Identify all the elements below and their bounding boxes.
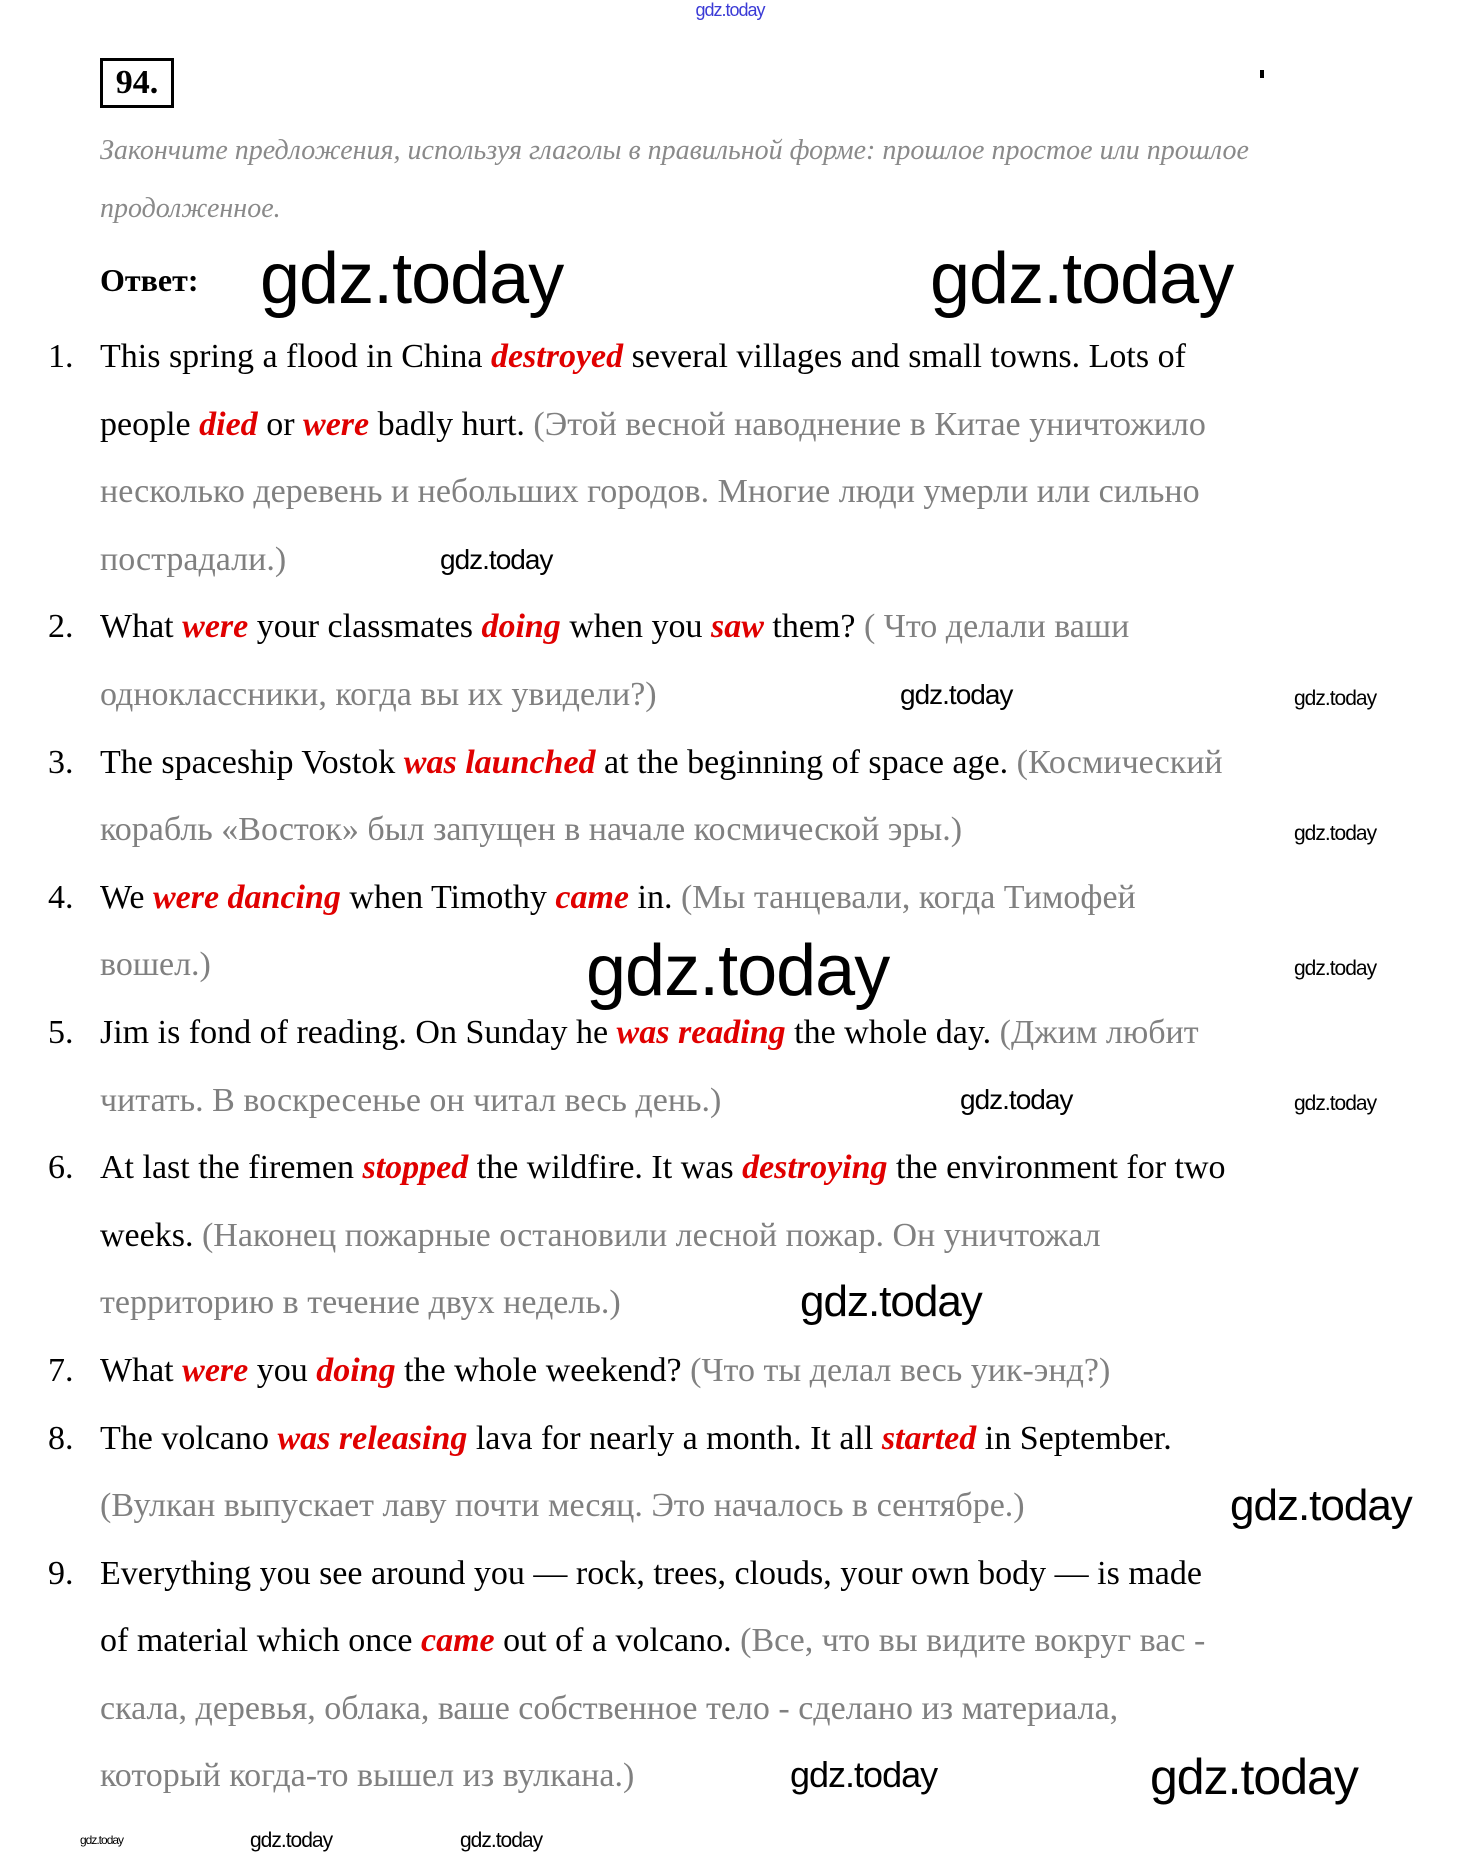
translation-text: территорию в течение двух недель.) — [100, 1284, 621, 1322]
watermark: gdz.today — [960, 1084, 1073, 1115]
item-line — [0, 391, 1460, 459]
translation-text: (Джим любит — [999, 1013, 1199, 1051]
item-line — [0, 729, 1460, 797]
sentence-text: out of a volcano. — [494, 1622, 741, 1660]
sentence-text: your classmates — [248, 608, 482, 646]
translation-text: пострадали.) — [100, 540, 287, 578]
answer-verb: came — [555, 878, 630, 916]
sentence-text: you — [248, 1351, 317, 1389]
sentence-text: Everything you see around you — rock, trees, clouds, your own body — is made — [100, 1554, 1202, 1592]
sentence-text: We — [100, 878, 153, 916]
answer-verb: was launched — [403, 743, 596, 781]
translation-text: (Космический — [1016, 743, 1223, 781]
answer-verb: were — [182, 1351, 249, 1389]
translation-text: ( Что делали ваши — [863, 608, 1130, 646]
answer-verb: came — [420, 1622, 495, 1660]
answer-verb: doing — [316, 1351, 396, 1389]
sentence-text: several villages and small towns. Lots of — [623, 338, 1186, 375]
sentence-text: the whole weekend? — [395, 1351, 691, 1389]
sentence-text: in September. — [976, 1419, 1172, 1457]
translation-text: (Этой весной наводнение в Китае уничтожило — [533, 405, 1206, 443]
item-line — [0, 1607, 1460, 1675]
sentence-text: The volcano — [100, 1419, 278, 1457]
item-line — [0, 661, 1460, 729]
answer-list — [0, 323, 1460, 1810]
item-line — [0, 1540, 1460, 1608]
item-number: 1. — [48, 338, 74, 375]
list-item — [0, 1337, 1460, 1405]
exercise-instruction: Закончите предложения, используя глаголы в правильной форме: прошлое простое или прошлое продолженное. — [100, 135, 1249, 224]
item-number: 4. — [48, 878, 74, 916]
sentence-text: lava for nearly a month. It all — [467, 1419, 882, 1457]
answer-verb: doing — [481, 608, 561, 646]
translation-text: несколько деревень и небольших городов. Многие люди умерли или сильно — [100, 473, 1200, 511]
answer-verb: destroyed — [490, 338, 624, 375]
sentence-text: people — [100, 405, 200, 443]
sentence-text: of material which once — [100, 1622, 421, 1660]
list-item — [0, 323, 1460, 593]
watermark: gdz.today — [1294, 1092, 1377, 1115]
item-line — [0, 1134, 1460, 1202]
sentence-text: the wildfire. It was — [468, 1149, 743, 1187]
sentence-text: What — [100, 608, 183, 646]
translation-text: скала, деревья, облака, ваше собственное тело - сделано из материала, — [100, 1689, 1119, 1727]
translation-text: одноклассники, когда вы их увидели?) — [100, 675, 657, 713]
item-line — [0, 1202, 1460, 1270]
sentence-text: when Timothy — [340, 878, 556, 916]
translation-text: (Мы танцевали, когда Тимофей — [680, 878, 1136, 916]
watermark: gdz.today — [586, 931, 890, 1011]
sentence-text: the whole day. — [785, 1013, 1000, 1051]
watermark: gdz.today — [460, 1829, 543, 1852]
sentence-text: What — [100, 1351, 183, 1389]
sentence-text: at the beginning of space age. — [595, 743, 1017, 781]
sentence-text: or — [257, 405, 304, 443]
item-line — [0, 1405, 1460, 1473]
list-item — [0, 1134, 1460, 1337]
sentence-text: This spring a flood in China — [100, 338, 491, 375]
answer-verb: started — [881, 1419, 977, 1457]
watermark: gdz.today — [900, 679, 1013, 710]
item-line — [0, 593, 1460, 661]
item-line — [0, 458, 1460, 526]
item-line — [0, 864, 1460, 932]
watermark: gdz.today — [1294, 687, 1377, 710]
item-number: 2. — [48, 608, 74, 646]
answer-label: Ответ: — [100, 262, 199, 298]
watermark: gdz.today — [250, 1829, 333, 1852]
sentence-text: them? — [763, 608, 864, 646]
item-number: 6. — [48, 1149, 74, 1187]
answer-verb: was releasing — [277, 1419, 468, 1457]
item-number: 8. — [48, 1419, 74, 1457]
sentence-text: At last the firemen — [100, 1149, 363, 1187]
sentence-text: in. — [629, 878, 681, 916]
item-line — [0, 323, 1460, 391]
translation-text: (Вулкан выпускает лаву почти месяц. Это началось в сентябре.) — [100, 1487, 1025, 1525]
list-item — [0, 999, 1460, 1134]
answer-verb: destroying — [742, 1149, 888, 1187]
watermark: gdz.today — [440, 544, 553, 575]
item-line — [0, 1675, 1460, 1743]
sentence-text: badly hurt. — [369, 405, 534, 443]
translation-text: вошел.) — [100, 946, 211, 984]
translation-text: (Что ты делал весь уик-энд?) — [690, 1351, 1111, 1389]
translation-text: (Наконец пожарные остановили лесной пожар. Он уничтожал — [201, 1216, 1101, 1254]
translation-text: (Все, что вы видите вокруг вас - — [740, 1622, 1206, 1660]
sentence-text: The spaceship Vostok — [100, 743, 404, 781]
sentence-text: the environment for two — [887, 1149, 1226, 1187]
list-item — [0, 729, 1460, 864]
item-line — [0, 1067, 1460, 1135]
watermark: gdz.today — [1294, 822, 1377, 845]
answer-verb: stopped — [362, 1149, 469, 1187]
answer-verb: died — [199, 405, 258, 443]
translation-text: который когда-то вышел из вулкана.) — [100, 1757, 635, 1795]
site-watermark-top: gdz.today — [695, 0, 765, 20]
translation-text: читать. В воскресенье он читал весь день.) — [100, 1081, 722, 1119]
answer-verb: were dancing — [152, 878, 341, 916]
sentence-text: Jim is fond of reading. On Sunday he — [100, 1013, 617, 1051]
watermark: gdz.today — [930, 239, 1234, 319]
item-number: 3. — [48, 743, 74, 781]
list-item — [0, 593, 1460, 728]
item-number: 7. — [48, 1351, 74, 1389]
answer-verb: saw — [710, 608, 764, 646]
item-line — [0, 796, 1460, 864]
watermark: gdz.today — [260, 239, 564, 319]
watermark: gdz.today — [790, 1754, 938, 1795]
answer-verb: was reading — [616, 1013, 786, 1051]
watermark: gdz.today — [1150, 1749, 1358, 1805]
item-number: 5. — [48, 1013, 74, 1051]
item-number: 9. — [48, 1554, 74, 1592]
watermark: gdz.today — [80, 1833, 124, 1847]
exercise-number: 94. — [100, 58, 174, 108]
answer-verb: were — [303, 405, 370, 443]
translation-text: корабль «Восток» был запущен в начале космической эры.) — [100, 811, 963, 849]
answer-verb: were — [182, 608, 249, 646]
watermark: gdz.today — [1294, 957, 1377, 980]
page-mark — [1260, 70, 1264, 78]
sentence-text: weeks. — [100, 1216, 202, 1254]
sentence-text: when you — [560, 608, 711, 646]
watermark: gdz.today — [1230, 1481, 1412, 1530]
item-line — [0, 1337, 1460, 1405]
item-line — [0, 526, 1460, 594]
item-line — [0, 1269, 1460, 1337]
watermark: gdz.today — [800, 1277, 982, 1326]
